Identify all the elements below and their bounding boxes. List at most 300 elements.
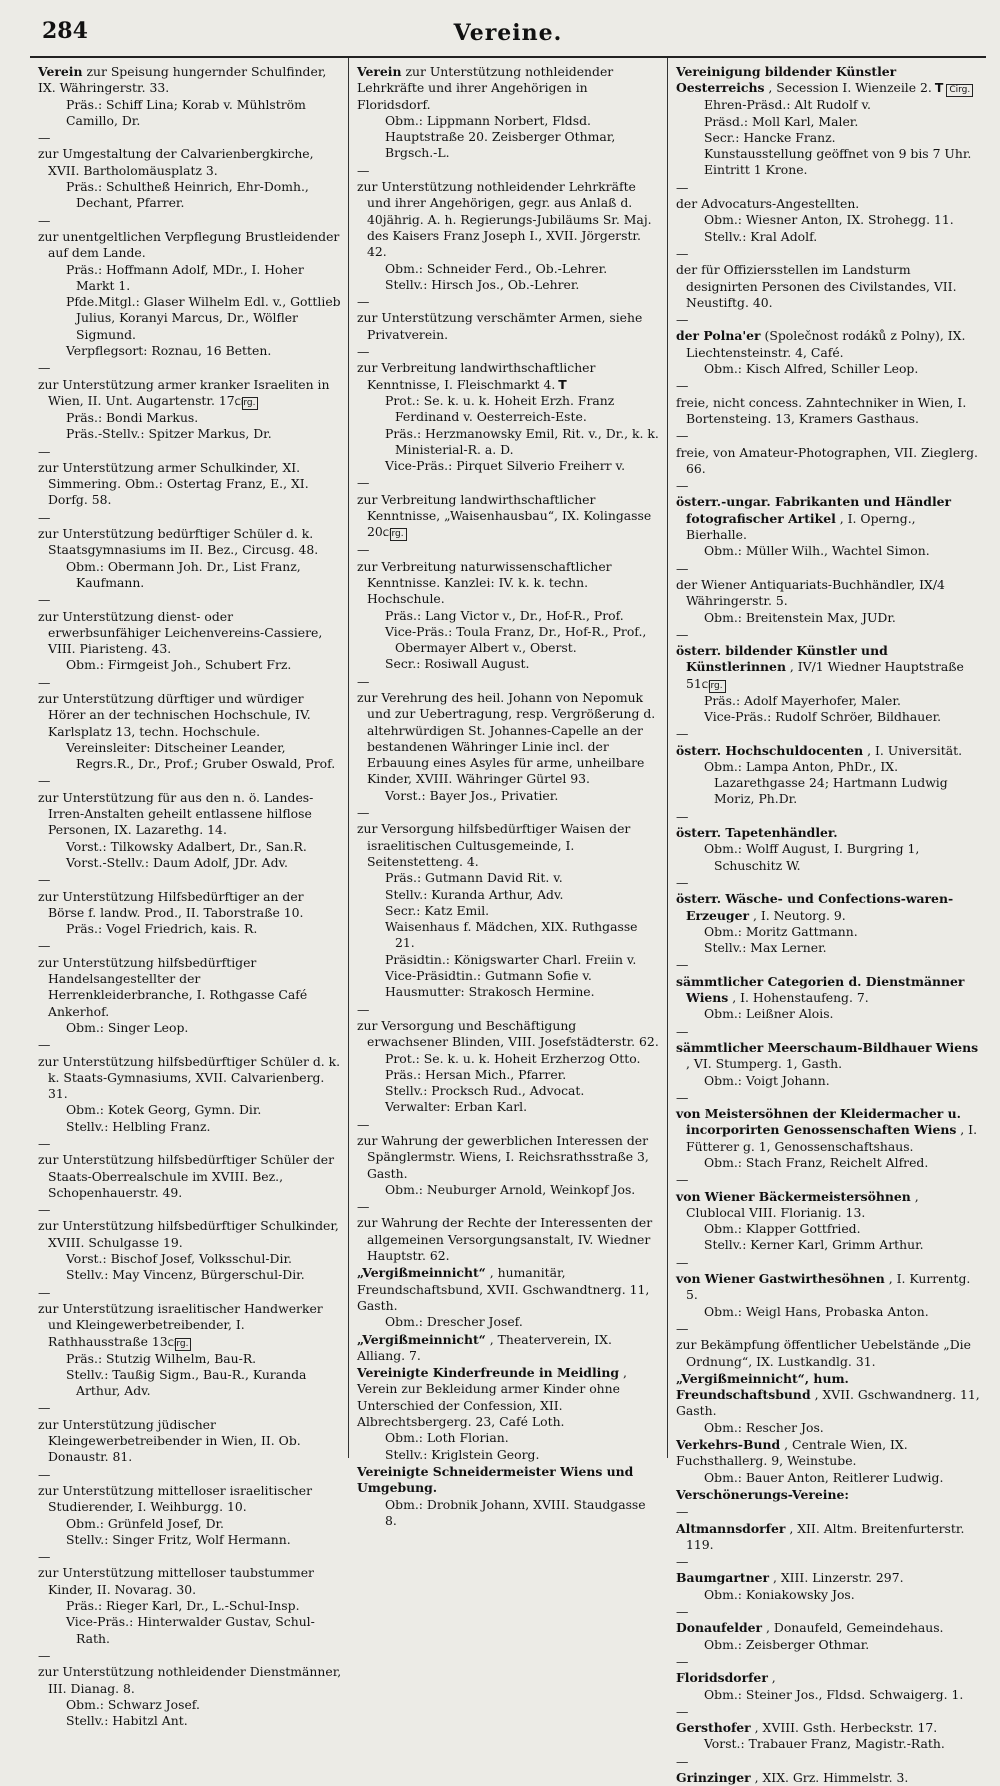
entry-official: Verwalter: Erban Karl. (385, 1099, 528, 1115)
directory-entry (357, 674, 661, 804)
entry-text: freie, nicht concess. Zahntechniker in Wien, I. Bortensteing. 13, Kramers Gasthaus. (676, 394, 967, 426)
directory-entry (676, 1554, 980, 1603)
directory-entry (357, 1117, 661, 1198)
entry-text: , VI. Stumperg. 1, Gasth. (686, 1056, 843, 1072)
entry-line (38, 1416, 342, 1466)
entry-official: Ehren-Präsd.: Alt Rudolf v. (704, 97, 871, 113)
entry-text: zur Wahrung der gewerblichen Interessen der Spänglermstr. Wiens, I. Reichsrathsstraße 3, Gasth. (357, 1133, 649, 1181)
entry-text: zur Versorgung hilfsbedürftiger Waisen der israelitischen Cultusgemeinde, I. Seitenstetteng. 4. (357, 821, 631, 869)
entry-line (676, 1620, 980, 1636)
entry-heading: „Vergißmeinnicht“ (357, 1265, 486, 1281)
entry-official: Vice-Präsidtin.: Gutmann Sofie v. (385, 968, 592, 984)
directory-entry (38, 64, 342, 129)
entry-official: Präs.: Vogel Friedrich, kais. R. (66, 921, 258, 937)
directory-entry (676, 378, 980, 427)
entry-text: der Advocaturs-Angestellten. (676, 196, 860, 212)
entry-text: zur Unterstützung israelitischer Handwerker und Kleingewerbetreibender, I. Rathhausstraße 13. (38, 1300, 323, 1349)
entry-line (357, 1332, 661, 1365)
directory-entry (676, 1024, 980, 1089)
entry-line (676, 394, 980, 428)
entry-text: zur Unterstützung hilfsbedürftiger Schulkinder, XVIII. Schulgasse 19. (38, 1218, 339, 1250)
entry-official: Stellv.: Taußig Sigm., Bau-R., Kuranda Arthur, Adv. (66, 1366, 307, 1399)
entry-text: zur Unterstützung dürftiger und würdiger Hörer an der technischen Hochschule, IV. Karlsplatz 13, techn. Hochschule. (38, 690, 311, 739)
entry-official: Obm.: Zeisberger Othmar. (704, 1636, 870, 1652)
entry-official: Vorst.: Tilkowsky Adalbert, Dr., San.R. (66, 838, 307, 854)
entry-line (357, 1017, 661, 1051)
entry-official: Stellv.: May Vincenz, Bürgerschul-Dir. (66, 1267, 305, 1283)
directory-entry (357, 805, 661, 1001)
entry-text: , (771, 1670, 776, 1686)
entry-text: , XVII. Gschwandnerg. 11, Gasth. (676, 1387, 980, 1419)
page-header (30, 12, 986, 58)
entry-heading: sämmtlicher Categorien d. Dienstmänner Wiens (676, 973, 965, 1006)
entry-heading: Altmannsdorfer (676, 1520, 786, 1536)
entry-heading: Verein (38, 64, 83, 79)
entry-line (676, 576, 980, 610)
entry-line (676, 1188, 980, 1222)
entry-official: Obm.: Grünfeld Josef, Dr. (66, 1515, 224, 1531)
entry-line (357, 1365, 661, 1430)
entry-official: Obm.: Steiner Jos., Fldsd. Schwaigerg. 1. (704, 1686, 964, 1702)
cirg-stamp-icon: Cirg. (709, 680, 726, 693)
entry-line (676, 1106, 980, 1155)
directory-entry (357, 1332, 661, 1365)
directory-entry (676, 1654, 980, 1703)
entry-line (357, 1265, 661, 1314)
entry-text: freie, von Amateur-Photographen, VII. Zieglerg. 66. (676, 444, 978, 476)
entry-heading: österr. Wäsche- und Confections-waren-Erzeuger (676, 891, 954, 923)
entry-official: Obm.: Weigl Hans, Probaska Anton. (704, 1303, 929, 1319)
entry-heading: Grinzinger (676, 1769, 751, 1785)
directory-entry (357, 1002, 661, 1116)
entry-text: , I. Universität. (867, 742, 963, 758)
entry-line (676, 1769, 980, 1786)
directory-entry (676, 1504, 980, 1553)
entry-line (357, 689, 661, 788)
entry-official: Obm.: Koniakowsky Jos. (704, 1586, 855, 1602)
entry-text: zur unentgeltlichen Verpflegung Brustleidender auf dem Lande. (38, 228, 340, 261)
directory-entry (676, 1321, 980, 1370)
entry-line (38, 954, 342, 1020)
directory-entry (676, 1704, 980, 1753)
entry-text: (Společnost rodáků z Polny), IX. Liechtensteinstr. 4, Café. (686, 328, 966, 360)
entry-line (357, 558, 661, 608)
entry-line (676, 1720, 980, 1736)
directory-entry (676, 428, 980, 477)
entry-text: , XVIII. Gsth. Herbeckstr. 17. (754, 1720, 938, 1736)
directory-entry (357, 64, 661, 162)
entry-line (357, 310, 661, 343)
directory-entry (38, 510, 342, 591)
directory-entry (38, 213, 342, 360)
directory-entry (38, 1202, 342, 1283)
entry-text: zur Verehrung des heil. Johann von Nepomuk und zur Uebertragung, resp. Vergrößerung d. altehrwürdigen St. Johannes-Capelle an der bestandenen Währinger Linie incl. der Erbauung eines Asyles für arme, unheilbare Kinder, XVIII. Währinger Gürtel 93. (357, 689, 656, 787)
entry-text: , Verein zur Bekleidung armer Kinder ohne Unterschied der Confession, XII. Albrechtsbergerg. 23, Café Loth. (357, 1365, 627, 1430)
entry-official: Vice-Präs.: Hinterwalder Gustav, Schul-Rath. (66, 1614, 315, 1646)
entry-line (357, 491, 661, 542)
entry-official: Verpflegsort: Roznau, 16 Betten. (66, 343, 272, 359)
entry-official: Präs.-Stellv.: Spitzer Markus, Dr. (66, 426, 272, 442)
entry-official: Stellv.: Kuranda Arthur, Adv. (385, 886, 564, 902)
directory-entry (38, 872, 342, 937)
entry-official: Hausmutter: Strakosch Hermine. (385, 984, 595, 1000)
entry-text: , Centrale Wien, IX. Fuchsthallerg. 9, Weinstube. (676, 1437, 908, 1469)
entry-line (676, 444, 980, 478)
directory-entry (38, 1136, 342, 1201)
entry-line (357, 360, 661, 393)
entry-text: , Donaufeld, Gemeindehaus. (766, 1620, 944, 1636)
entry-text: zur Unterstützung Hilfsbedürftiger an der Börse f. landw. Prod., II. Taborstraße 10. (38, 888, 304, 920)
directory-entry (676, 478, 980, 559)
entry-official: Prot.: Se. k. u. k. Hoheit Erzherzog Otto. (385, 1050, 641, 1066)
directory-entry (38, 1467, 342, 1548)
entry-line (676, 1670, 980, 1686)
directory-entry (38, 773, 342, 871)
entry-heading: Vereinigte Kinderfreunde in Meidling (357, 1365, 620, 1381)
entry-line (357, 1464, 661, 1497)
entry-heading: Verkehrs-Bund (676, 1437, 781, 1453)
entry-line (357, 179, 661, 260)
entry-official: Stellv.: Habitzl Ant. (66, 1713, 188, 1729)
entry-text: zur Unterstützung mittelloser israelitischer Studierender, I. Weihburgg. 10. (38, 1482, 312, 1515)
entry-official: Stellv.: Kriglstein Georg. (385, 1446, 540, 1462)
entry-heading: Floridsdorfer (676, 1670, 768, 1686)
entry-official: Obm.: Breitenstein Max, JUDr. (704, 609, 896, 625)
entry-official: Präs.: Rieger Karl, Dr., L.-Schul-Insp. (66, 1598, 300, 1614)
entry-text: , IV/1 Wiedner Hauptstraße 51. (686, 659, 964, 691)
entry-line (676, 891, 980, 924)
entry-line (38, 146, 342, 179)
entry-official: Kunstausstellung geöffnet von 9 bis 7 Uhr. Eintritt 1 Krone. (704, 146, 972, 178)
entry-line (676, 1039, 980, 1073)
entry-line (676, 196, 980, 212)
entry-text: , I. Hohenstaufeng. 7. (732, 990, 869, 1006)
entry-text: zur Unterstützung armer Schulkinder, XI. Simmering. Obm.: Ostertag Franz, E., XI. Dorfg. 58. (38, 459, 309, 508)
entry-official: Stellv.: Hirsch Jos., Ob.-Lehrer. (385, 276, 580, 292)
entry-line (38, 1218, 342, 1251)
directory-entry (676, 561, 980, 626)
entry-official: Prot.: Se. k. u. k. Hoheit Erzh. Franz Ferdinand v. Oesterreich-Este. (385, 392, 615, 425)
entry-official: Waisenhaus f. Mädchen, XIX. Ruthgasse 21. (385, 919, 638, 951)
entry-official: Vice-Präs.: Rudolf Schröer, Bildhauer. (704, 708, 942, 724)
entry-official: Obm.: Leißner Alois. (704, 1006, 834, 1022)
entry-official: Präs.: Herzmanowsky Emil, Rit. v., Dr., k. k. Ministerial-R. a. D. (385, 425, 659, 457)
entry-official: Obm.: Stach Franz, Reichelt Alfred. (704, 1155, 929, 1170)
entry-line (676, 973, 980, 1007)
entry-heading: der Polna'er (676, 328, 761, 344)
directory-entry (38, 1037, 342, 1135)
entry-heading: Vereinigte Schneidermeister Wiens und Umgebung. (357, 1463, 634, 1496)
directory-entry (676, 312, 980, 377)
entry-text: der für Offiziersstellen im Landsturm designirten Personen des Civilstandes, VII. Neustiftg. 40. (676, 262, 957, 310)
entry-heading: Baumgartner (676, 1570, 769, 1586)
entry-official: Obm.: Kotek Georg, Gymn. Dir. (66, 1102, 262, 1118)
entry-official: Obm.: Firmgeist Joh., Schubert Frz. (66, 657, 292, 673)
entry-heading: österr. Tapetenhändler. (676, 825, 838, 841)
entry-line (38, 1152, 342, 1201)
entry-text: , humanitär, Freundschaftsbund, XVII. Gschwandtnerg. 11, Gasth. (357, 1265, 650, 1313)
directory-entry (676, 1754, 980, 1786)
entry-line (676, 328, 980, 361)
entry-official: Präsd.: Moll Karl, Maler. (704, 113, 859, 129)
entry-text: , Theaterverein, IX. Alliang. 7. (357, 1331, 612, 1363)
entry-line (38, 1482, 342, 1516)
entry-line (38, 789, 342, 839)
directory-entry (357, 294, 661, 343)
entry-heading: von Wiener Bäckermeistersöhnen (676, 1188, 911, 1204)
directory-entry (38, 1285, 342, 1400)
cirg-stamp-icon: Cirg. (390, 528, 407, 541)
directory-entry (38, 360, 342, 442)
entry-heading: sämmtlicher Meerschaum-Bildhauer Wiens (676, 1039, 979, 1055)
directory-entry (676, 957, 980, 1022)
entry-official: Obm.: Obermann Joh. Dr., List Franz, Kaufmann. (66, 558, 301, 590)
directory-entry (676, 1437, 980, 1486)
entry-line (38, 459, 342, 509)
directory-entry (676, 809, 980, 874)
entry-line (676, 262, 980, 311)
directory-entry (676, 875, 980, 956)
entry-line (676, 825, 980, 841)
entry-official: Präs.: Gutmann David Rit. v. (385, 870, 563, 886)
entry-official: Obm.: Wiesner Anton, IX. Strohegg. 11. (704, 212, 954, 228)
entry-text: zur Unterstützung nothleidender Dienstmänner, III. Dianag. 8. (38, 1664, 342, 1696)
entry-text: zur Unterstützung verschämter Armen, siehe Privatverein. (357, 310, 643, 342)
entry-line (676, 1487, 980, 1503)
entry-text: , I. Fütterer g. 1, Genossenschaftshaus. (686, 1122, 978, 1154)
entry-heading: österr. Hochschuldocenten (676, 742, 864, 758)
entry-official: Obm.: Drobnik Johann, XVIII. Staudgasse 8. (385, 1496, 646, 1528)
entry-line (357, 821, 661, 870)
directory-entry (357, 1265, 661, 1330)
entry-heading: Gersthofer (676, 1720, 751, 1736)
directory-entry (676, 1371, 980, 1436)
entry-text: , I. Neutorg. 9. (752, 907, 846, 923)
running-head: Vereine. (453, 20, 563, 46)
entry-official: Obm.: Neuburger Arnold, Weinkopf Jos. (385, 1181, 636, 1197)
entry-text: zur Unterstützung armer kranker Israeliten in Wien, II. Unt. Augartenstr. 17. (38, 376, 330, 408)
entry-heading: von Meistersöhnen der Kleidermacher u. incorporirten Genossenschaften Wiens (676, 1106, 961, 1138)
entry-official: Präs.: Lang Victor v., Dr., Hof-R., Prof. (385, 607, 624, 623)
entry-line (676, 1271, 980, 1304)
entry-official: Obm.: Bauer Anton, Reitlerer Ludwig. (704, 1469, 944, 1485)
directory-entry (676, 1487, 980, 1503)
entry-official: Secr.: Katz Emil. (385, 902, 490, 918)
entry-line (676, 1337, 980, 1370)
entry-line (676, 1570, 980, 1586)
entry-text: zur Umgestaltung der Calvarienbergkirche, XVII. Bartholomäusplatz 3. (38, 146, 314, 178)
directory-entry (676, 726, 980, 807)
entry-text: zur Verbreitung landwirthschaftlicher Kenntnisse, „Waisenhausbau“, IX. Kolingasse 20. (357, 491, 652, 540)
entry-text: zur Bekämpfung öffentlicher Uebelstände „Die Ordnung“, IX. Lustkandlg. 31. (676, 1337, 971, 1369)
column-left (30, 58, 348, 1729)
entry-official: Stellv.: Max Lerner. (704, 940, 827, 956)
entry-official: Vorst.-Stellv.: Daum Adolf, JDr. Adv. (66, 854, 288, 870)
entry-text: zur Unterstützung nothleidender Lehrkräfte und ihrer Angehörigen in Floridsdorf. (357, 64, 614, 112)
entry-official: Obm.: Schneider Ferd., Ob.-Lehrer. (385, 260, 608, 276)
entry-line (676, 643, 980, 693)
entry-line (676, 64, 980, 97)
entry-text: zur Unterstützung dienst- oder erwerbsunfähiger Leichenvereins-Cassiere, VIII. Piaristeng. 43. (38, 608, 323, 657)
entry-official: Pfde.Mitgl.: Glaser Wilhelm Edl. v., Gottlieb Julius, Koranyi Marcus, Dr., Wölfler Sigmund. (66, 294, 341, 342)
entry-text: zur Unterstützung jüdischer Kleingewerbetreibender in Wien, II. Ob. Donaustr. 81. (38, 1416, 301, 1465)
entry-heading: Donaufelder (676, 1620, 763, 1636)
entry-text: zur Unterstützung für aus den n. ö. Landes-Irren-Anstalten geheilt entlassene hilflose Personen, IX. Lazarethg. 14. (38, 789, 314, 838)
column-middle (348, 58, 667, 1528)
entry-line (38, 228, 342, 262)
entry-heading: „Vergißmeinnicht“, hum. Freundschaftsbund (676, 1370, 849, 1403)
entry-heading: österr.-ungar. Fabrikanten und Händler fotografischer Artikel (676, 494, 952, 526)
entry-text: zur Wahrung der Rechte der Interessenten der allgemeinen Versorgungsanstalt, IV. Wiedner Hauptstr. 62. (357, 1215, 653, 1264)
entry-text: , XIX. Grz. Himmelstr. 3. (754, 1769, 909, 1785)
directory-entry (38, 1648, 342, 1729)
entry-text: zur Speisung hungernder Schulfinder, IX. Währingerstr. 33. (38, 64, 327, 96)
directory-entry (38, 444, 342, 509)
entry-official: Stellv.: Kerner Karl, Grimm Arthur. (704, 1237, 924, 1253)
entry-text: , I. Kurrentg. 5. (686, 1271, 971, 1303)
directory-entry (676, 180, 980, 245)
entry-official: Stellv.: Kral Adolf. (704, 228, 818, 244)
entry-official: Secr.: Rosiwall August. (385, 656, 530, 672)
directory-entry (357, 1464, 661, 1529)
entry-text: , Secession I. Wienzeile 2. (768, 80, 932, 96)
entry-heading: Vereinigung bildender Künstler Oesterreichs (676, 64, 897, 96)
entry-line (357, 1215, 661, 1264)
cirg-stamp-icon: Cirg. (946, 84, 973, 97)
entry-official: Obm.: Kisch Alfred, Schiller Leop. (704, 361, 919, 377)
cirg-stamp-icon: Cirg. (242, 397, 259, 410)
directory-entry (676, 1604, 980, 1653)
entry-text: , XII. Altm. Breitenfurterstr. 119. (686, 1520, 965, 1552)
entry-heading: von Wiener Gastwirthesöhnen (676, 1271, 885, 1287)
entry-line (676, 1371, 980, 1420)
entry-official: Obm.: Schwarz Josef. (66, 1696, 200, 1712)
entry-line (676, 1437, 980, 1470)
entry-official: Vice-Präs.: Toula Franz, Dr., Hof-R., Prof., Obermayer Albert v., Oberst. (385, 623, 647, 656)
entry-line (38, 1300, 342, 1351)
directory-entry (38, 130, 342, 211)
entry-official: Vorst.: Bischof Josef, Volksschul-Dir. (66, 1251, 292, 1267)
entry-line (38, 64, 342, 97)
entry-heading: Verein (357, 64, 402, 79)
directory-entry (38, 592, 342, 673)
entry-official: Stellv.: Procksch Rud., Advocat. (385, 1083, 585, 1099)
directory-entry (38, 675, 342, 773)
entry-text: zur Unterstützung hilfsbedürftiger Schüler d. k. k. Staats-Gymnasiums, XVII. Calvarienberg. 31. (38, 1053, 341, 1102)
entry-official: Vice-Präs.: Pirquet Silverio Freiherr v. (385, 458, 626, 474)
directory-entry (676, 1255, 980, 1320)
directory-entry (357, 542, 661, 672)
entry-text: zur Verbreitung landwirthschaftlicher Kenntnisse, I. Fleischmarkt 4. (357, 360, 596, 392)
entry-heading: „Vergißmeinnicht“ (357, 1331, 486, 1347)
entry-official: Präs.: Adolf Mayerhofer, Maler. (704, 692, 901, 708)
entry-official: Obm.: Drescher Josef. (385, 1314, 523, 1330)
entry-text: zur Unterstützung hilfsbedürftiger Schüler der Staats-Oberrealschule im XVIII. Bez., Schopenhauerstr. 49. (38, 1152, 335, 1200)
directory-entry (676, 1090, 980, 1171)
cirg-stamp-icon: Cirg. (175, 1338, 192, 1351)
entry-official: Präs.: Schultheß Heinrich, Ehr-Domh., Dechant, Pfarrer. (66, 179, 309, 211)
entry-line (38, 526, 342, 559)
entry-official: Secr.: Hancke Franz. (704, 129, 836, 145)
directory-entry (357, 1199, 661, 1264)
entry-text: zur Unterstützung bedürftiger Schüler d. k. Staatsgymnasiums im II. Bez., Circusg. 48. (38, 526, 319, 558)
entry-official: Stellv.: Helbling Franz. (66, 1118, 211, 1134)
entry-official: Präs.: Hersan Mich., Pfarrer. (385, 1066, 567, 1082)
entry-line (676, 742, 980, 759)
entry-line (357, 1133, 661, 1182)
entry-official: Vereinsleiter: Ditscheiner Leander, Regrs.R., Dr., Prof.; Gruber Oswald, Prof. (66, 739, 336, 772)
entry-text: , Clublocal VIII. Florianig. 13. (686, 1188, 919, 1220)
entry-official: Obm.: Lippmann Norbert, Fldsd. Hauptstraße 20. Zeisberger Othmar, Brgsch.-L. (385, 112, 616, 161)
entry-official: Vorst.: Trabauer Franz, Magistr.-Rath. (704, 1736, 945, 1752)
entry-text: zur Unterstützung nothleidender Lehrkräfte und ihrer Angehörigen, gegr. aus Anlaß d. 40jährig. A. h. Regierungs-Jubiläums Sr. Maj. des Kaisers Franz Joseph I., XVII. Jörgerstr. 42. (357, 179, 652, 260)
directory-entry (357, 163, 661, 293)
entry-official: Obm.: Singer Leop. (66, 1019, 189, 1035)
entry-line (38, 1565, 342, 1598)
directory-entry (357, 475, 661, 541)
entry-line (38, 608, 342, 658)
telephone-mark: T (558, 376, 567, 392)
telephone-mark: T (934, 80, 944, 96)
entry-official: Obm.: Moritz Gattmann. (704, 923, 858, 939)
entry-official: Präs.: Stutzig Wilhelm, Bau-R. (66, 1350, 257, 1366)
entry-line (38, 376, 342, 410)
entry-line (38, 690, 342, 740)
entry-official: Obm.: Lampa Anton, PhDr., IX. Lazarethgasse 24; Hartmann Ludwig Moriz, Ph.Dr. (704, 758, 948, 807)
directory-entry (676, 627, 980, 725)
entry-official: Vorst.: Bayer Jos., Privatier. (385, 787, 559, 803)
entry-line (38, 888, 342, 922)
directory-entry (38, 1549, 342, 1647)
directory-entry (676, 246, 980, 311)
entry-text: der Wiener Antiquariats-Buchhändler, IX/4 Währingerstr. 5. (676, 576, 945, 609)
text-columns (30, 58, 986, 1785)
entry-official: Präs.: Schiff Lina; Korab v. Mühlström Camillo, Dr. (66, 96, 306, 128)
entry-text: zur Unterstützung hilfsbedürftiger Handelsangestellter der Herrenkleiderbranche, I. Rothgasse Café Ankerhof. (38, 954, 308, 1019)
entry-line (357, 64, 661, 113)
entry-text: zur Unterstützung mittelloser taubstummer Kinder, II. Novarag. 30. (38, 1565, 314, 1597)
entry-official: Obm.: Klapper Gottfried. (704, 1221, 861, 1237)
entry-official: Präs.: Bondi Markus. (66, 409, 199, 425)
directory-entry (38, 1400, 342, 1465)
entry-official: Obm.: Müller Wilh., Wachtel Simon. (704, 543, 930, 559)
directory-entry (676, 64, 980, 179)
entry-official: Präsidtin.: Königswarter Charl. Freiin v. (385, 951, 637, 967)
entry-text: zur Versorgung und Beschäftigung erwachsener Blinden, VIII. Josefstädterstr. 62. (357, 1017, 659, 1050)
page-number: 284 (42, 18, 88, 44)
directory-entry (676, 1172, 980, 1253)
directory-entry (38, 938, 342, 1036)
entry-text: , XIII. Linzerstr. 297. (772, 1570, 904, 1586)
entry-line (676, 494, 980, 543)
entry-text: zur Verbreitung naturwissenschaftlicher Kenntnisse. Kanzlei: IV. k. k. techn. Hochschule. (357, 558, 612, 607)
directory-entry (357, 1365, 661, 1463)
entry-line (38, 1664, 342, 1697)
entry-heading: Verschönerungs-Vereine: (676, 1486, 849, 1502)
entry-line (676, 1520, 980, 1554)
entry-official: Präs.: Hoffmann Adolf, MDr., I. Hoher Markt 1. (66, 261, 304, 293)
directory-entry (357, 344, 661, 474)
entry-official: Obm.: Voigt Johann. (704, 1072, 830, 1088)
entry-official: Obm.: Wolff August, I. Burgring 1, Schuschitz W. (704, 841, 920, 873)
entry-line (38, 1053, 342, 1103)
column-right (667, 58, 986, 1785)
entry-official: Obm.: Rescher Jos. (704, 1419, 824, 1435)
entry-text: , I. Operng., Bierhalle. (686, 510, 916, 543)
entry-heading: österr. bildender Künstler und Künstlerinnen (676, 643, 888, 675)
entry-official: Obm.: Loth Florian. (385, 1430, 509, 1446)
entry-official: Stellv.: Singer Fritz, Wolf Hermann. (66, 1531, 291, 1547)
